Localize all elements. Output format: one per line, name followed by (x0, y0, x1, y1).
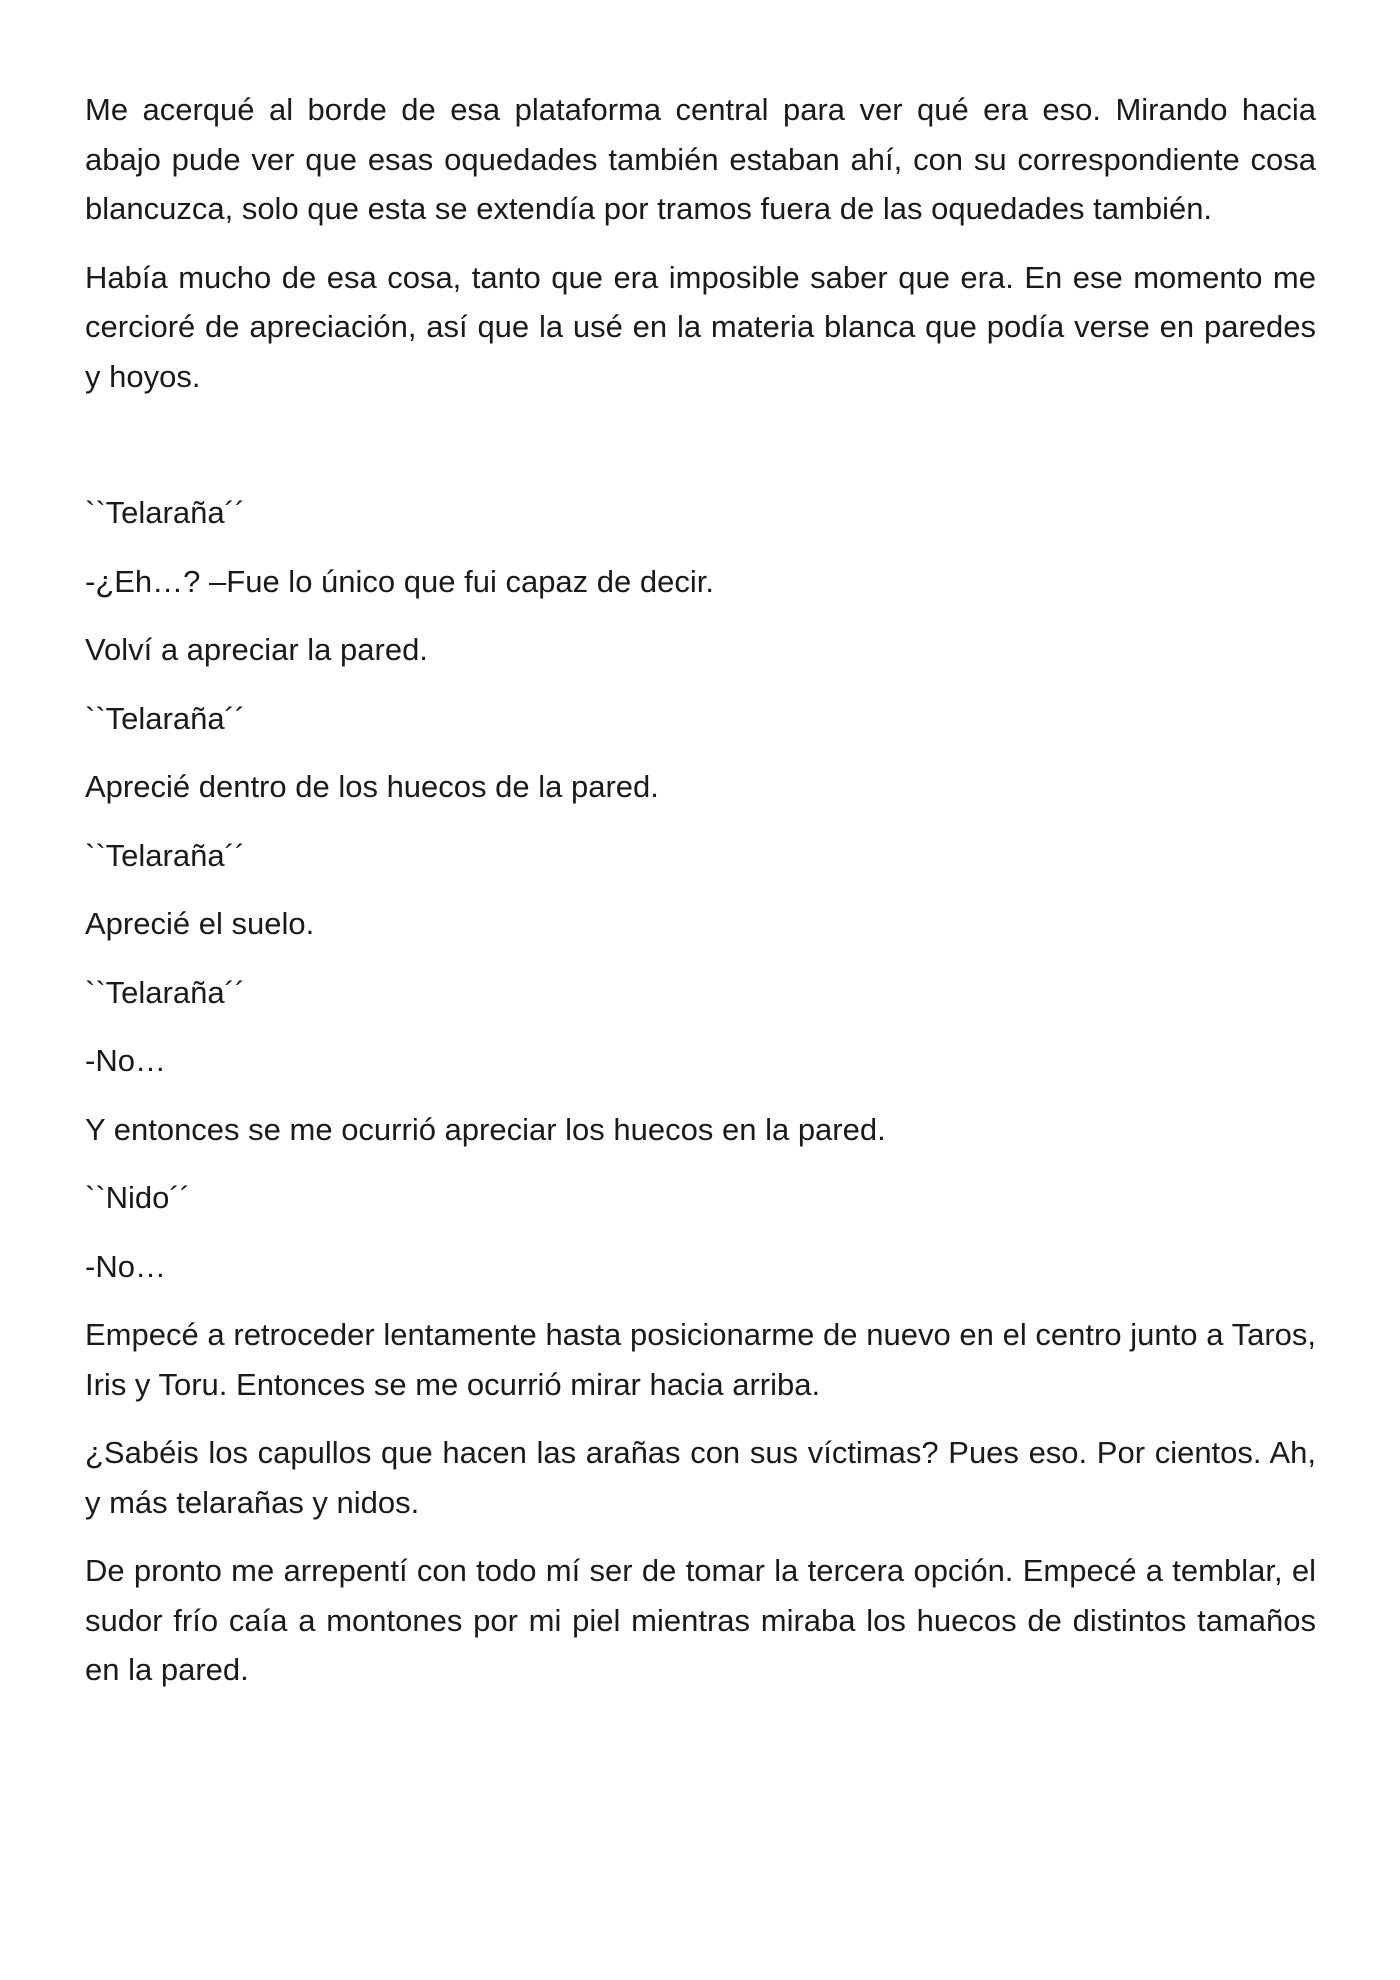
paragraph-2: Había mucho de esa cosa, tanto que era imposible saber que era. En ese momento me cercioré de apreciación, así que la usé en la materia blanca que podía verse en paredes y hoyos. (85, 259, 1316, 394)
blank-space (85, 420, 1316, 488)
paragraph-15: Empecé a retroceder lentamente hasta posicionarme de nuevo en el centro junto a Taros, Iris y Toru. Entonces se me ocurrió mirar hacia arriba. (85, 1317, 1316, 1402)
paragraph-12: Y entonces se me ocurrió apreciar los huecos en la pared. (85, 1111, 886, 1147)
paragraph-3: ``Telaraña´´ (85, 495, 246, 530)
paragraph-8: ``Telaraña´´ (85, 837, 246, 873)
paragraph-4: -¿Eh…? –Fue lo único que fui capaz de decir. (85, 563, 714, 599)
paragraph-7: Aprecié dentro de los huecos de la pared. (85, 769, 659, 804)
paragraph-10: ``Telaraña´´ (85, 974, 246, 1010)
paragraph-11: -No… (85, 1043, 166, 1078)
paragraph-16: ¿Sabéis los capullos que hacen las arañas con sus víctimas? Pues eso. Por cientos. Ah, y más telarañas y nidos. (85, 1435, 1316, 1520)
paragraph-1: Me acerqué al borde de esa plataforma central para ver qué era eso. Mirando hacia abajo pude ver que esas oquedades también estaban ahí, con su correspondiente cosa blancuzca, solo que esta se extendía por tramos fuera de las oquedades también. (85, 92, 1316, 226)
paragraph-17: De pronto me arrepentí con todo mí ser de tomar la tercera opción. Empecé a temblar, el sudor frío caía a montones por mi piel mientras miraba los huecos de distintos tamaños en la pared. (85, 1553, 1316, 1687)
paragraph-6: ``Telaraña´´ (85, 700, 246, 736)
paragraph-14: -No… (85, 1248, 166, 1284)
paragraph-13: ``Nido´´ (85, 1180, 191, 1215)
paragraph-9: Aprecié el suelo. (85, 906, 315, 941)
paragraph-5: Volví a apreciar la pared. (85, 632, 428, 667)
